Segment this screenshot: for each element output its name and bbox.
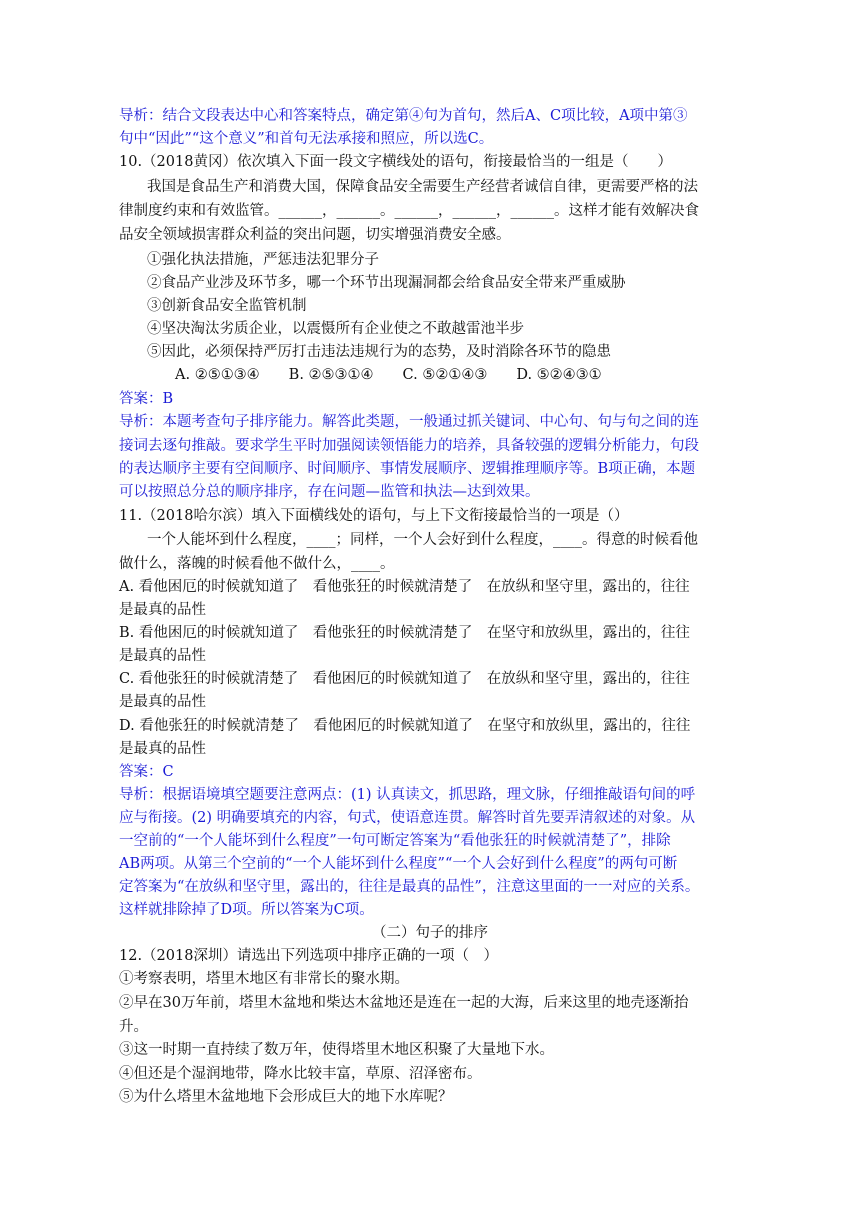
question-11-passage: 一个人能坏到什么程度，____；同样，一个人会好到什么程度，____。得意的时候看他 xyxy=(147,532,698,548)
analysis-line: 接词去逐句推敲。要求学生平时加强阅读领悟能力的培养，具备较强的逻辑分析能力，句段 xyxy=(119,438,699,454)
analysis-line: 导析：结合文段表达中心和答案特点，确定第④句为首句，然后A、C项比较，A项中第③ xyxy=(119,108,688,124)
question-12-sentence: ②早在30万年前，塔里木盆地和柴达木盆地还是连在一起的大海，后来这里的地壳逐渐抬 xyxy=(119,995,689,1011)
question-11-option-b: B. 看他困厄的时候就知道了 看他张狂的时候就清楚了 在坚守和放纵里，露出的，往往 xyxy=(119,625,690,641)
question-12-sentence: ④但还是个湿润地带，降水比较丰富，草原、沼泽密布。 xyxy=(119,1066,482,1082)
analysis-line: 导析：本题考查句子排序能力。解答此类题，一般通过抓关键词、中心句、句与句之间的连 xyxy=(119,414,699,430)
analysis-line: AB两项。从第三个空前的“一个人能坏到什么程度”“一个人会好到什么程度”的两句可断 xyxy=(119,856,678,872)
question-10-passage: 品安全领域损害群众利益的突出问题，切实增强消费安全感。 xyxy=(119,227,511,243)
question-12-sentence: ③这一时期一直持续了数万年，使得塔里木地区积聚了大量地下水。 xyxy=(119,1042,554,1058)
question-11-option-d: 是最真的品性 xyxy=(119,741,206,757)
question-11-option-c: 是最真的品性 xyxy=(119,694,206,710)
question-12-title: 12.（2018深圳）请选出下列选项中排序正确的一项（ ） xyxy=(119,948,498,964)
question-10-sentence: ③创新食品安全监管机制 xyxy=(147,298,307,314)
analysis-line: 的表达顺序主要有空间顺序、时间顺序、事情发展顺序、逻辑推理顺序等。B项正确，本题 xyxy=(119,461,696,477)
question-11-option-a: 是最真的品性 xyxy=(119,602,206,618)
analysis-line: 定答案为“在放纵和坚守里，露出的，往往是最真的品性”，注意这里面的一一对应的关系。 xyxy=(119,879,700,895)
analysis-line: 应与衔接。(2) 明确要填充的内容，句式，使语意连贯。解答时首先要弄清叙述的对象。从 xyxy=(119,810,696,826)
question-11-title: 11.（2018哈尔滨）填入下面横线处的语句，与上下文衔接最恰当的一项是（） xyxy=(119,508,629,524)
analysis-line: 这样就排除掉了D项。所以答案为C项。 xyxy=(119,902,374,918)
question-10-passage: 我国是食品生产和消费大国，保障食品安全需要生产经营者诚信自律，更需要严格的法 xyxy=(147,179,698,195)
question-10-sentence: ①强化执法措施，严惩违法犯罪分子 xyxy=(147,252,379,268)
question-12-sentence: 升。 xyxy=(119,1019,148,1035)
question-12-sentence: ①考察表明，塔里木地区有非常长的聚水期。 xyxy=(119,971,409,987)
question-12-sentence: ⑤为什么塔里木盆地地下会形成巨大的地下水库呢？ xyxy=(119,1089,453,1105)
question-10-options: A. ②⑤①③④ B. ②⑤③①④ C. ⑤②①④③ D. ⑤②④③① xyxy=(175,367,602,383)
section-heading: （二）句子的排序 xyxy=(372,925,488,941)
question-11-option-d: D. 看他张狂的时候就清楚了 看他困厄的时候就知道了 在坚守和放纵里，露出的，往往 xyxy=(119,718,691,734)
question-10-sentence: ⑤因此，必须保持严厉打击违法违规行为的态势，及时消除各环节的隐患 xyxy=(147,344,611,360)
question-11-option-a: A. 看他困厄的时候就知道了 看他张狂的时候就清楚了 在放纵和坚守里，露出的，往往 xyxy=(119,579,690,595)
question-11-answer: 答案：C xyxy=(119,764,174,780)
analysis-line: 可以按照总分总的顺序排序，存在问题—监管和执法—达到效果。 xyxy=(119,484,540,500)
question-10-title: 10.（2018黄冈）依次填入下面一段文字横线处的语句，衔接最恰当的一组是（ ） xyxy=(119,154,672,170)
question-11-option-c: C. 看他张狂的时候就清楚了 看他困厄的时候就知道了 在放纵和坚守里，露出的，往往 xyxy=(119,671,690,687)
analysis-line: 句中“因此”“这个意义”和首句无法承接和照应，所以选C。 xyxy=(119,131,494,147)
question-10-sentence: ④坚决淘汰劣质企业，以震慑所有企业使之不敢越雷池半步 xyxy=(147,321,524,337)
analysis-line: 一空前的“一个人能坏到什么程度”一句可断定答案为“看他张狂的时候就清楚了”，排除 xyxy=(119,833,671,849)
question-10-answer: 答案：B xyxy=(119,391,174,407)
question-10-sentence: ②食品产业涉及环节多，哪一个环节出现漏洞都会给食品安全带来严重威胁 xyxy=(147,275,626,291)
question-11-passage: 做什么，落魄的时候看他不做什么，____。 xyxy=(119,556,395,572)
question-11-option-b: 是最真的品性 xyxy=(119,648,206,664)
question-10-passage: 律制度约束和有效监管。______，______。______，______，______。这样才能有效解决食 xyxy=(119,203,699,219)
analysis-line: 导析：根据语境填空题要注意两点：(1) 认真读文，抓思路，理文脉，仔细推敲语句间的呼 xyxy=(119,787,696,803)
